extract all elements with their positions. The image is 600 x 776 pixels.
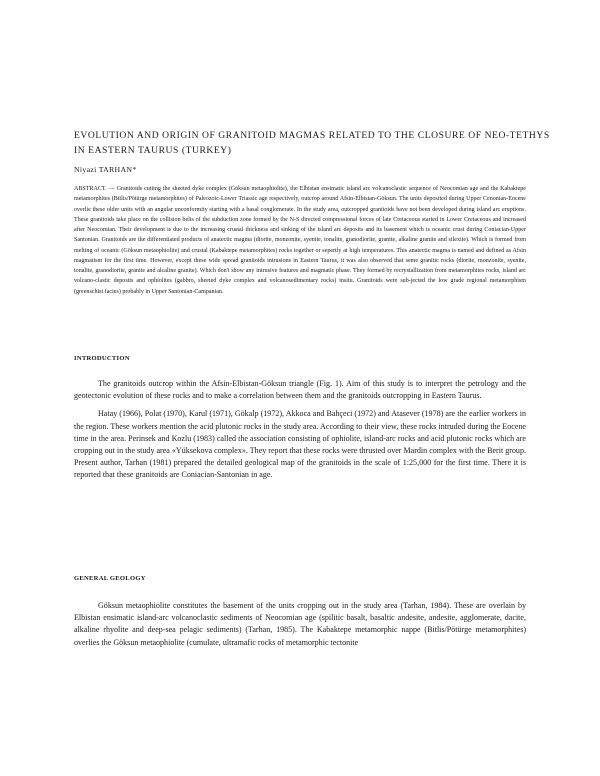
introduction-heading: INTRODUCTION xyxy=(74,355,130,362)
general-geology-heading: GENERAL GEOLOGY xyxy=(74,575,146,582)
introduction-paragraph-2: Hatay (1966), Polat (1970), Karul (1971), Gökalp (1972), Akkoca and Bahçeci (1972) and Atasever (1978) are the earlier workers in the region. These workers mention the acid plutonic rocks in the study area. According to their view, these rocks intruded during the Eocene time in the area. Perinsek and Kozlu (1983) called the association consisting of ophiolite, island-arc rocks and acid plutonic rocks which are cropping out in the study area «Yüksekova complex». They report that these rocks were thrusted over Mardin complex with the Berit group. Present author, Tarhan (1981) prepared the detailed geological map of the granitoids in the scale of 1:25,000 for the first time. There it is reported that these granitoids are Coniacian-Santonian in age. xyxy=(74,409,526,480)
paper-title: EVOLUTION AND ORIGIN OF GRANITOID MAGMAS RELATED TO THE CLOSURE OF NEO-TETHYS IN EASTERN TAURUS (TURKEY) xyxy=(74,130,550,156)
abstract-paragraph: ABSTRACT. — Granitoids cutting the sheeted dyke complex (Göksun metaophiolite), the Elbistan ensimatic island arc volcanoclastic sequence of Neocomian age and the Kabaktepe metamorphites (Bitlis/Pötürge metamorphites) of Paleozoic-Lower Triassic age respectively, outcrop around Afsin-Elbistan-Göksun. The units deposited during Upper Cenonian-Eocene overlie these older units with an angular unconformity starting with a basal conglomerate. In the study area, outcropped granitoids have not been developed during island arc eruptions. These granitoids take place on the collision belts of the subduction zone formed by the N-S directed compressional forces of late Cretaceous started in Lower Cretaceous and increased after Neocomian. Their development is due to the increasing crustal thickness and sinking of the island arc deposits and its basement which is oceanic crust during Coniacian-Upper Santonian. Granitoids are the differentiated products of anatectic magma (diorite, monzonite, syenite, tonalite, granodiorite, granite, alkaline granite and silexite). Which is formed from melting of oceanic (Göksun metaophiolite) and crustal (Kabaktepe metamorphites) rocks together or sepertly at high temperatures. This anatectic magma is named and defined as Afsin magmatism for the first time. However, except these wide spread granitoids intrusions in Eastern Taurus, it was also observed that seme granitic rocks (diorite, monzonite, syenite, tonalite, granodiorite, granite and alcaline granite). Which don't show any intrusive features and magmatic phase. They formed by recrystallization from metamorphites rocks, island arc volcano-clastic deposits and ophiolites (gabbro, sheeted dyke complex and volcanosedimentary rocks) insitu. Granitoids were sub-jected the low grade regional metamorphism (greenschist facies) probably in Upper Santonian-Campanian. xyxy=(74,186,526,295)
general-geology-paragraph-1: Göksun metaophiolite constitutes the basement of the units cropping out in the study area (Tarhan, 1984). These are overlain by Elbistan ensimatic island-arc volcanoclastic sediments of Neocomian age (spilitic basalt, basaltic andesite, andesite, agglomerate, dacite, alkaline rhyolite and deep-sea pelagic sediments) (Tarhan, 1985). The Kabaktepe metamorphic nappe (Bitlis/Pötürge metamorphites) overlies the Göksun metaophiolite (cumulate, ultramafic rocks of metamorphic tectonite xyxy=(74,601,526,647)
introduction-paragraph-1: The granitoids outcrop within the Afsin-Elbistan-Göksun triangle (Fig. 1). Aim of this study is to interpret the petrology and the geotectonic evolution of these rocks and to make a correlation between them and the granitoids outcropping in Eastern Taurus. xyxy=(74,379,526,401)
introduction-body xyxy=(74,378,526,482)
author-line: Niyazi TARHAN* xyxy=(74,165,137,174)
general-geology-body xyxy=(74,600,526,649)
